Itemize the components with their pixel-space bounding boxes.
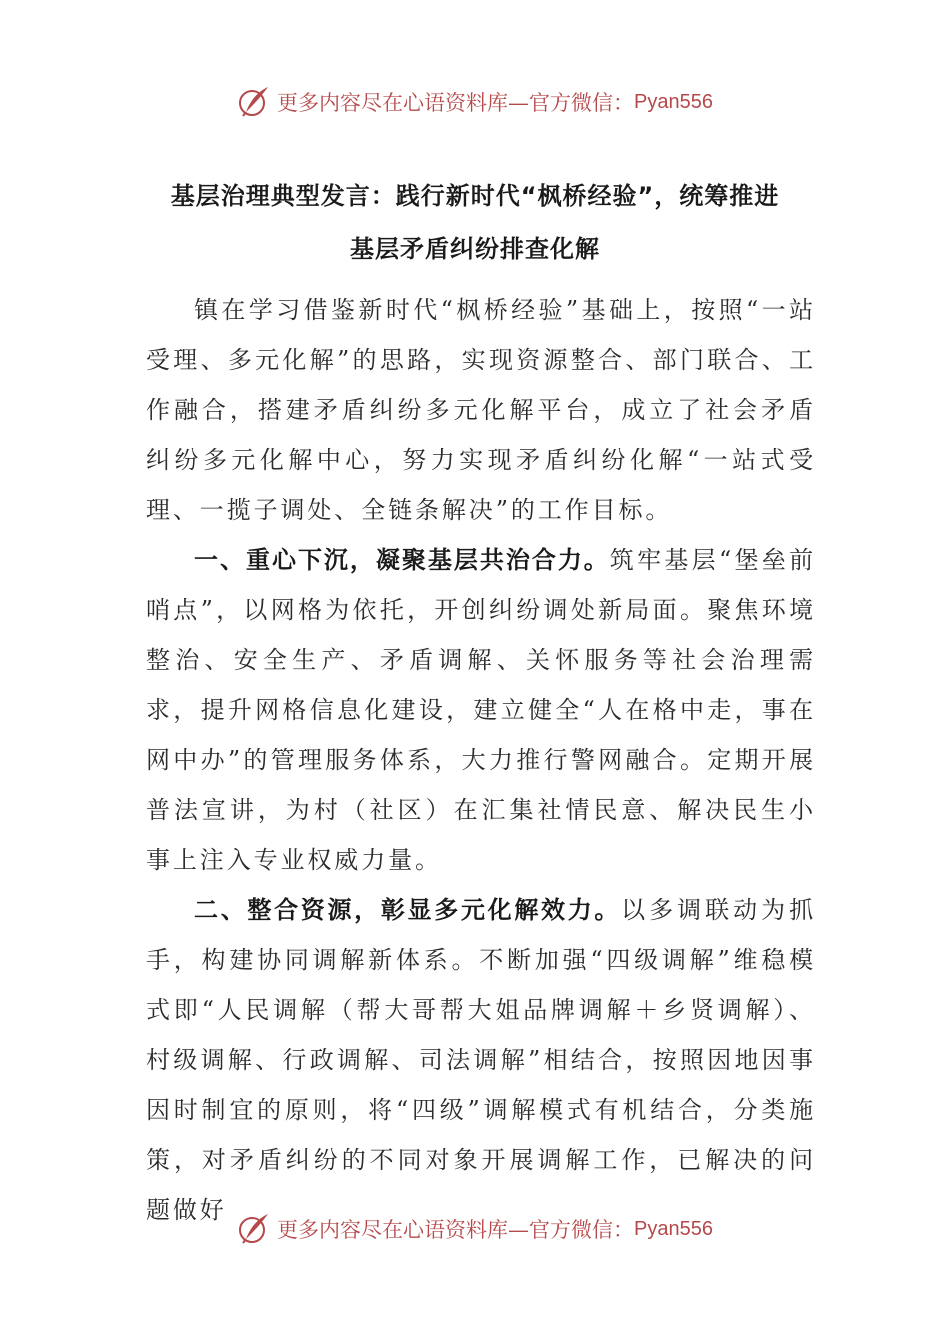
document-title-line-1: 基层治理典型发言：践行新时代“枫桥经验”，统筹推进 <box>170 182 780 210</box>
banner-text: 更多内容尽在心语资料库—官方微信： <box>277 91 635 115</box>
paragraph-1-heading: 一、重心下沉，凝聚基层共治合力。 <box>194 546 610 574</box>
paragraph-intro: 镇在学习借鉴新时代“枫桥经验”基础上，按照“一站受理、多元化解”的思路，实现资源整合、部门联合、工作融合，搭建矛盾纠纷多元化解平台，成立了社会矛盾纠纷多元化解中心，努力实现矛盾纠纷化解“一站式受理、一揽子调处、全链条解决”的工作目标。 <box>146 296 816 524</box>
paragraph-2-heading: 二、整合资源，彰显多元化解效力。 <box>194 896 622 924</box>
paragraph-2-body: 以多调联动为抓手，构建协同调解新体系。不断加强“四级调解”维稳模式即“人民调解（帮大哥帮大姐品牌调解＋乡贤调解）、村级调解、行政调解、司法调解”相结合，按照因地因事因时制宜的原则，将“四级”调解模式有机结合，分类施策，对矛盾纠纷的不同对象开展调解工作，已解决的问题做好 <box>146 896 816 1224</box>
document-title-line-2: 基层矛盾纠纷排查化解 <box>350 235 600 263</box>
paragraph-1-body: 筑牢基层“堡垒前哨点”，以网格为依托，开创纠纷调处新局面。聚焦环境整治、安全生产、矛盾调解、关怀服务等社会治理需求，提升网格信息化建设，建立健全“人在格中走，事在网中办”的管理服务体系，大力推行警网融合。定期开展普法宣讲，为村（社区）在汇集社情民意、解决民生小事上注入专业权威力量。 <box>146 546 816 874</box>
banner-wechat-id: Pyan556 <box>634 1217 713 1240</box>
header-watermark-banner <box>0 82 950 122</box>
banner-text: 更多内容尽在心语资料库—官方微信： <box>277 1218 635 1242</box>
paragraph-1 <box>146 535 816 885</box>
document-body <box>146 285 816 1224</box>
footer-watermark-banner <box>0 1209 950 1249</box>
banner-wechat-id: Pyan556 <box>634 90 713 113</box>
quill-logo-icon <box>237 85 271 119</box>
quill-logo-icon <box>237 1212 271 1246</box>
paragraph-2 <box>146 885 816 1224</box>
